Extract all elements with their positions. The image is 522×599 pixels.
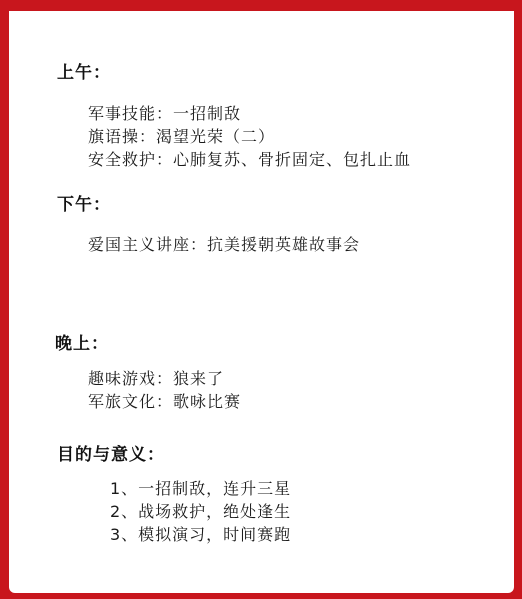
evening-item-2: 军旅文化：歌咏比赛	[88, 392, 242, 411]
purpose-item-1: 1、一招制敌，连升三星	[110, 479, 292, 498]
morning-item-3: 安全救护：心肺复苏、骨折固定、包扎止血	[88, 150, 412, 169]
morning-heading: 上午：	[57, 63, 111, 83]
evening-heading: 晚上：	[55, 334, 109, 354]
afternoon-heading: 下午：	[57, 195, 111, 215]
evening-item-1: 趣味游戏：狼来了	[88, 369, 225, 388]
afternoon-item-1: 爱国主义讲座：抗美援朝英雄故事会	[88, 235, 361, 254]
morning-item-2: 旗语操：渴望光荣（二）	[88, 127, 276, 146]
purpose-item-3: 3、模拟演习，时间赛跑	[110, 525, 292, 544]
purpose-item-2: 2、战场救护，绝处逢生	[110, 502, 292, 521]
purpose-heading: 目的与意义：	[57, 445, 165, 465]
morning-item-1: 军事技能：一招制敌	[88, 104, 242, 123]
